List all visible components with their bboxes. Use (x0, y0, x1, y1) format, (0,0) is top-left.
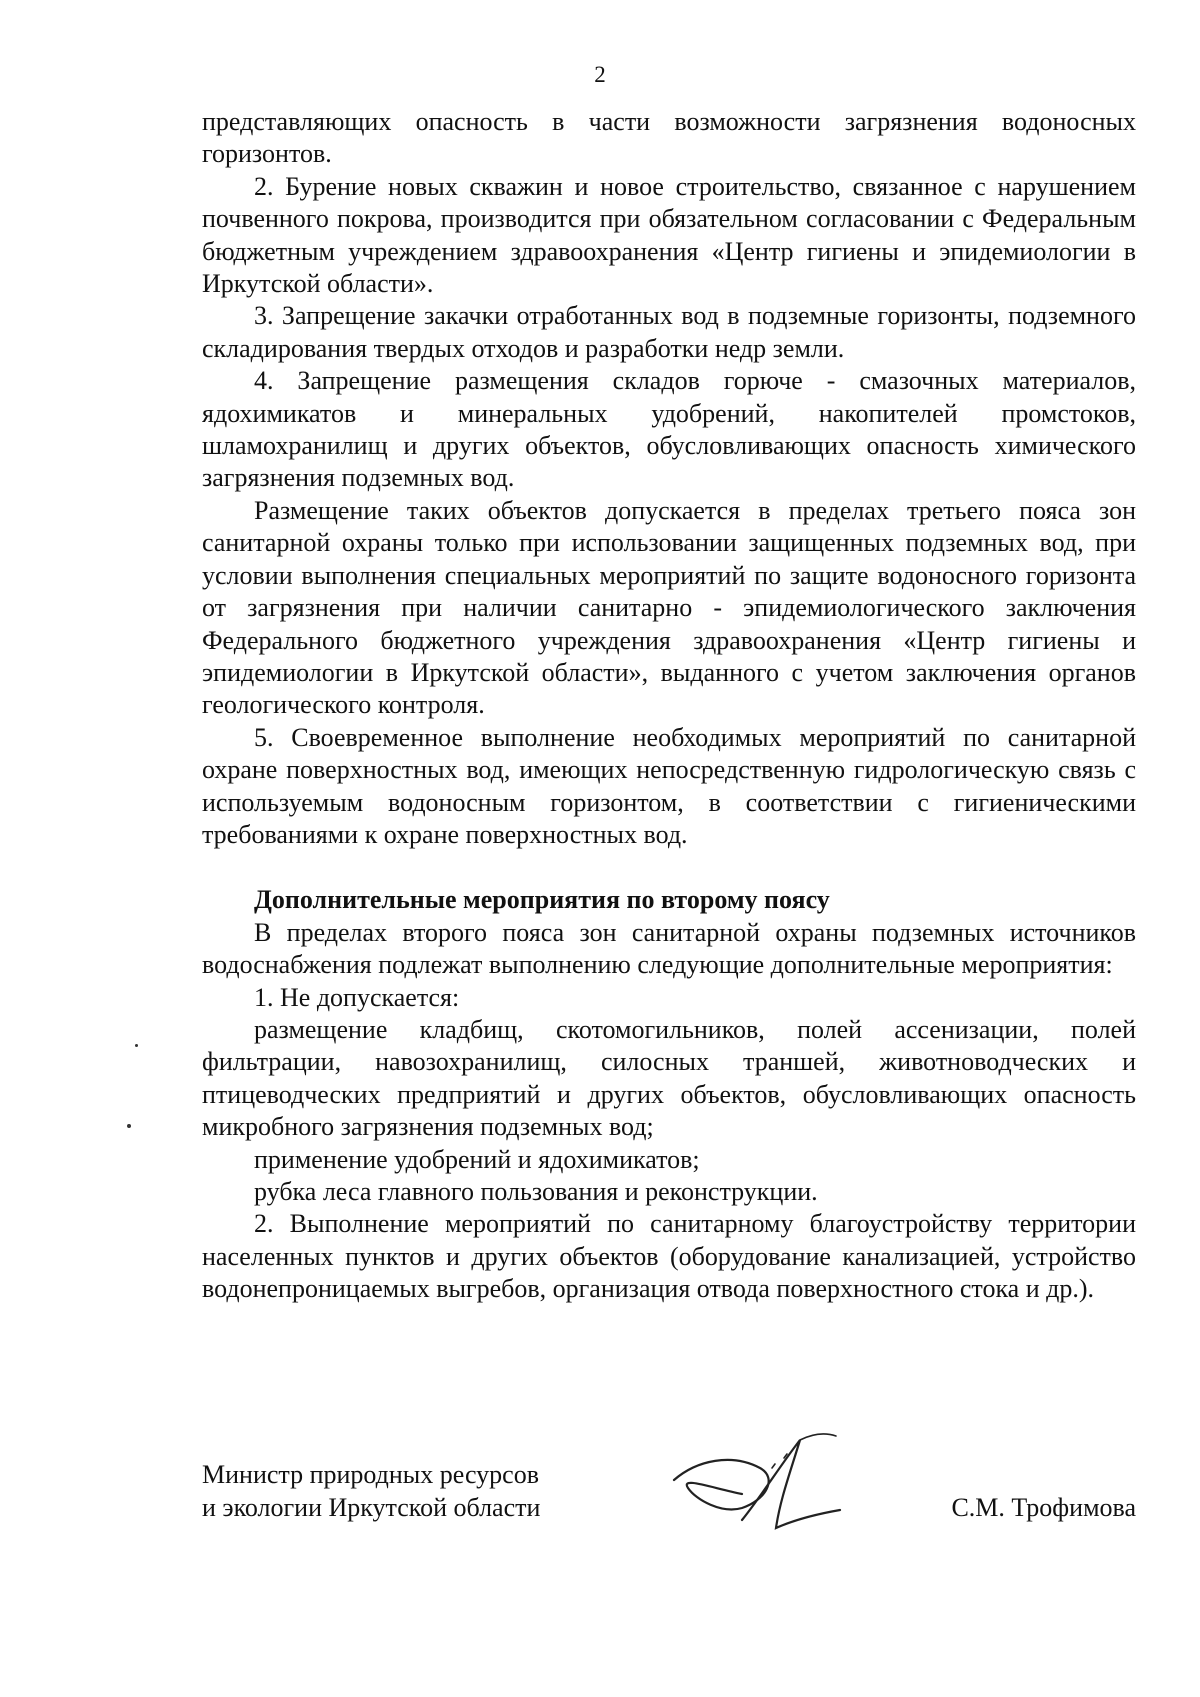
signatory-title (202, 1458, 540, 1524)
handwritten-signature (672, 1428, 862, 1548)
signature-block (202, 1458, 1136, 1548)
paragraph: 2. Бурение новых скважин и новое строительство, связанное с нарушением почвенного покрова, производится при обязательном согласовании с Федеральным бюджетным учреждением здравоохранения «Центр гигиены и эпидемиологии в Иркутской области». (202, 171, 1136, 299)
paragraph: размещение кладбищ, скотомогильников, полей ассенизации, полей фильтрации, навозохранилищ, силосных траншей, животноводческих и птицеводческих предприятий и других объектов, обусловливающих опасность микробного загрязнения подземных вод; (202, 1014, 1136, 1142)
paragraph: рубка леса главного пользования и реконструкции. (254, 1177, 818, 1206)
page-number: 2 (594, 62, 606, 87)
paragraph: применение удобрений и ядохимикатов; (254, 1144, 700, 1174)
paragraph: 4. Запрещение размещения складов горюче - смазочных материалов, ядохимикатов и минеральных удобрений, накопителей промстоков, шламохранилищ и других объектов, обусловливающих опасность химического загрязнения подземных вод. (202, 366, 1136, 493)
paragraph: представляющих опасность в части возможности загрязнения водоносных горизонтов. (202, 107, 1136, 169)
section-heading: Дополнительные мероприятия по второму поясу (254, 885, 830, 915)
paragraph: 2. Выполнение мероприятий по санитарному благоустройству территории населенных пунктов и других объектов (оборудование канализацией, устройство водонепроницаемых выгребов, организация отвода поверхностного стока и др.). (202, 1209, 1136, 1304)
signatory-title-line: Министр природных ресурсов (202, 1460, 539, 1489)
scan-dot (135, 1044, 138, 1047)
paragraph: 5. Своевременное выполнение необходимых мероприятий по санитарной охране поверхностных вод, имеющих непосредственную гидрологическую связь с используемым водоносным горизонтом, в соответствии с гигиеническими требованиями к охране поверхностных вод. (202, 722, 1136, 849)
signatory-name: С.М. Трофимова (951, 1493, 1136, 1522)
scan-dot (127, 1124, 131, 1128)
signatory-title-line: и экологии Иркутской области (202, 1493, 541, 1522)
paragraph: В пределах второго пояса зон санитарной охраны подземных источников водоснабжения подлежат выполнению следующие дополнительные мероприятия: (202, 917, 1136, 980)
paragraph: 3. Запрещение закачки отработанных вод в подземные горизонты, подземного складирования твердых отходов и разработки недр земли. (202, 301, 1136, 363)
list-item: 1. Не допускается: (254, 982, 460, 1012)
paragraph: Размещение таких объектов допускается в пределах третьего пояса зон санитарной охраны только при использовании защищенных подземных вод, при условии выполнения специальных мероприятий по защите водоносного горизонта от загрязнения при наличии санитарно - эпидемиологического заключения Федерального бюджетного учреждения здравоохранения «Центр гигиены и эпидемиологии в Иркутской области», выданного с учетом заключения органов геологического контроля. (202, 495, 1136, 720)
document-body (202, 106, 1136, 1306)
